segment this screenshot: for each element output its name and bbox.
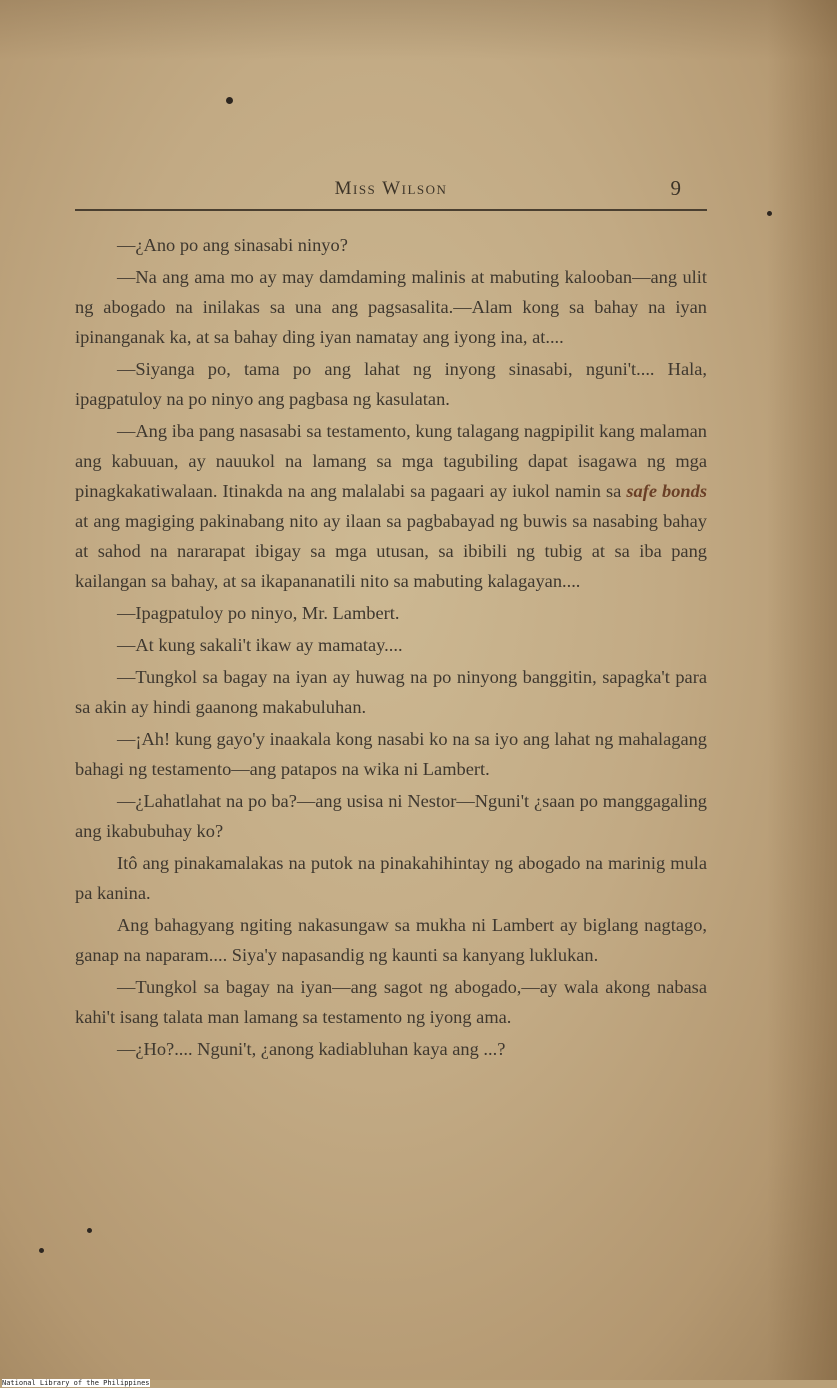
running-title: Miss Wilson bbox=[334, 178, 448, 199]
ink-spot bbox=[226, 97, 233, 104]
paragraph-text: at ang magiging pakinabang nito ay ilaan sa pagbabayad ng buwis sa nasabing bahay at sahod na nararapat ibigay sa mga utusan, sa ibibili ng tubig at sa iba pang kailangan sa bahay, at sa ikapananatili nito sa mabuting kalagayan.... bbox=[75, 511, 707, 591]
ink-spot bbox=[87, 1228, 92, 1233]
paragraph: —¡Ah! kung gayo'y inaakala kong nasabi ko na sa iyo ang lahat ng mahalagang bahagi ng testamento—ang patapos na wika ni Lambert. bbox=[75, 729, 707, 779]
page-number: 9 bbox=[670, 176, 681, 200]
paragraph: —Tungkol sa bagay na iyan—ang sagot ng abogado,—ay wala akong nabasa kahi't isang talata man lamang sa testamento ng iyong ama. bbox=[75, 977, 707, 1027]
paragraph-text: —Ang iba pang nasasabi sa testamento, kung talagang nagpipilit kang malaman ang kabuuan, ay nauukol na lamang sa mga tagubiling dapat isagawa ng mga pinagkakatiwalaan. Itinakda na ang malalabi sa pagaari ay iukol namin sa bbox=[75, 421, 707, 501]
paragraph: —¿Ano po ang sinasabi ninyo? bbox=[117, 235, 348, 255]
body-text bbox=[75, 230, 707, 1066]
paragraph: —Siyanga po, tama po ang lahat ng inyong sinasabi, nguni't.... Hala, ipagpatuloy na po ninyo ang pagbasa ng kasulatan. bbox=[75, 359, 707, 409]
paragraph: —At kung sakali't ikaw ay mamatay.... bbox=[117, 635, 403, 655]
paragraph: —¿Lahatlahat na po ba?—ang usisa ni Nestor—Nguni't ¿saan po manggagaling ang ikabubuhay ko? bbox=[75, 791, 707, 841]
page-top-shading bbox=[0, 0, 837, 60]
paragraph: —Tungkol sa bagay na iyan ay huwag na po ninyong banggitin, sapagka't para sa akin ay hindi gaanong makabuluhan. bbox=[75, 667, 707, 717]
page-edge-shading bbox=[767, 0, 837, 1380]
paragraph: —¿Ho?.... Nguni't, ¿anong kadiabluhan kaya ang ...? bbox=[117, 1039, 506, 1059]
paragraph: —Na ang ama mo ay may damdaming malinis at mabuting kalooban—ang ulit ng abogado na inilakas sa una ang pagsasalita.—Alam kong sa bahay na iyan ipinanganak ka, at sa bahay ding iyan namatay ang iyong ina, at.... bbox=[75, 267, 707, 347]
source-credit: National Library of the Philippines bbox=[2, 1379, 150, 1387]
paragraph: Itô ang pinakamalakas na putok na pinakahihintay ng abogado na marinig mula pa kanina. bbox=[75, 853, 707, 903]
paragraph: —Ipagpatuloy po ninyo, Mr. Lambert. bbox=[117, 603, 400, 623]
running-header bbox=[75, 178, 707, 208]
paragraph bbox=[75, 416, 707, 596]
ink-spot bbox=[39, 1248, 44, 1253]
header-rule bbox=[75, 209, 707, 211]
ink-spot bbox=[767, 211, 772, 216]
emphasis-text: safe bonds bbox=[626, 481, 707, 501]
paragraph: Ang bahagyang ngiting nakasungaw sa mukha ni Lambert ay biglang nagtago, ganap na naparam.... Siya'y napasandig ng kaunti sa kanyang luklukan. bbox=[75, 915, 707, 965]
